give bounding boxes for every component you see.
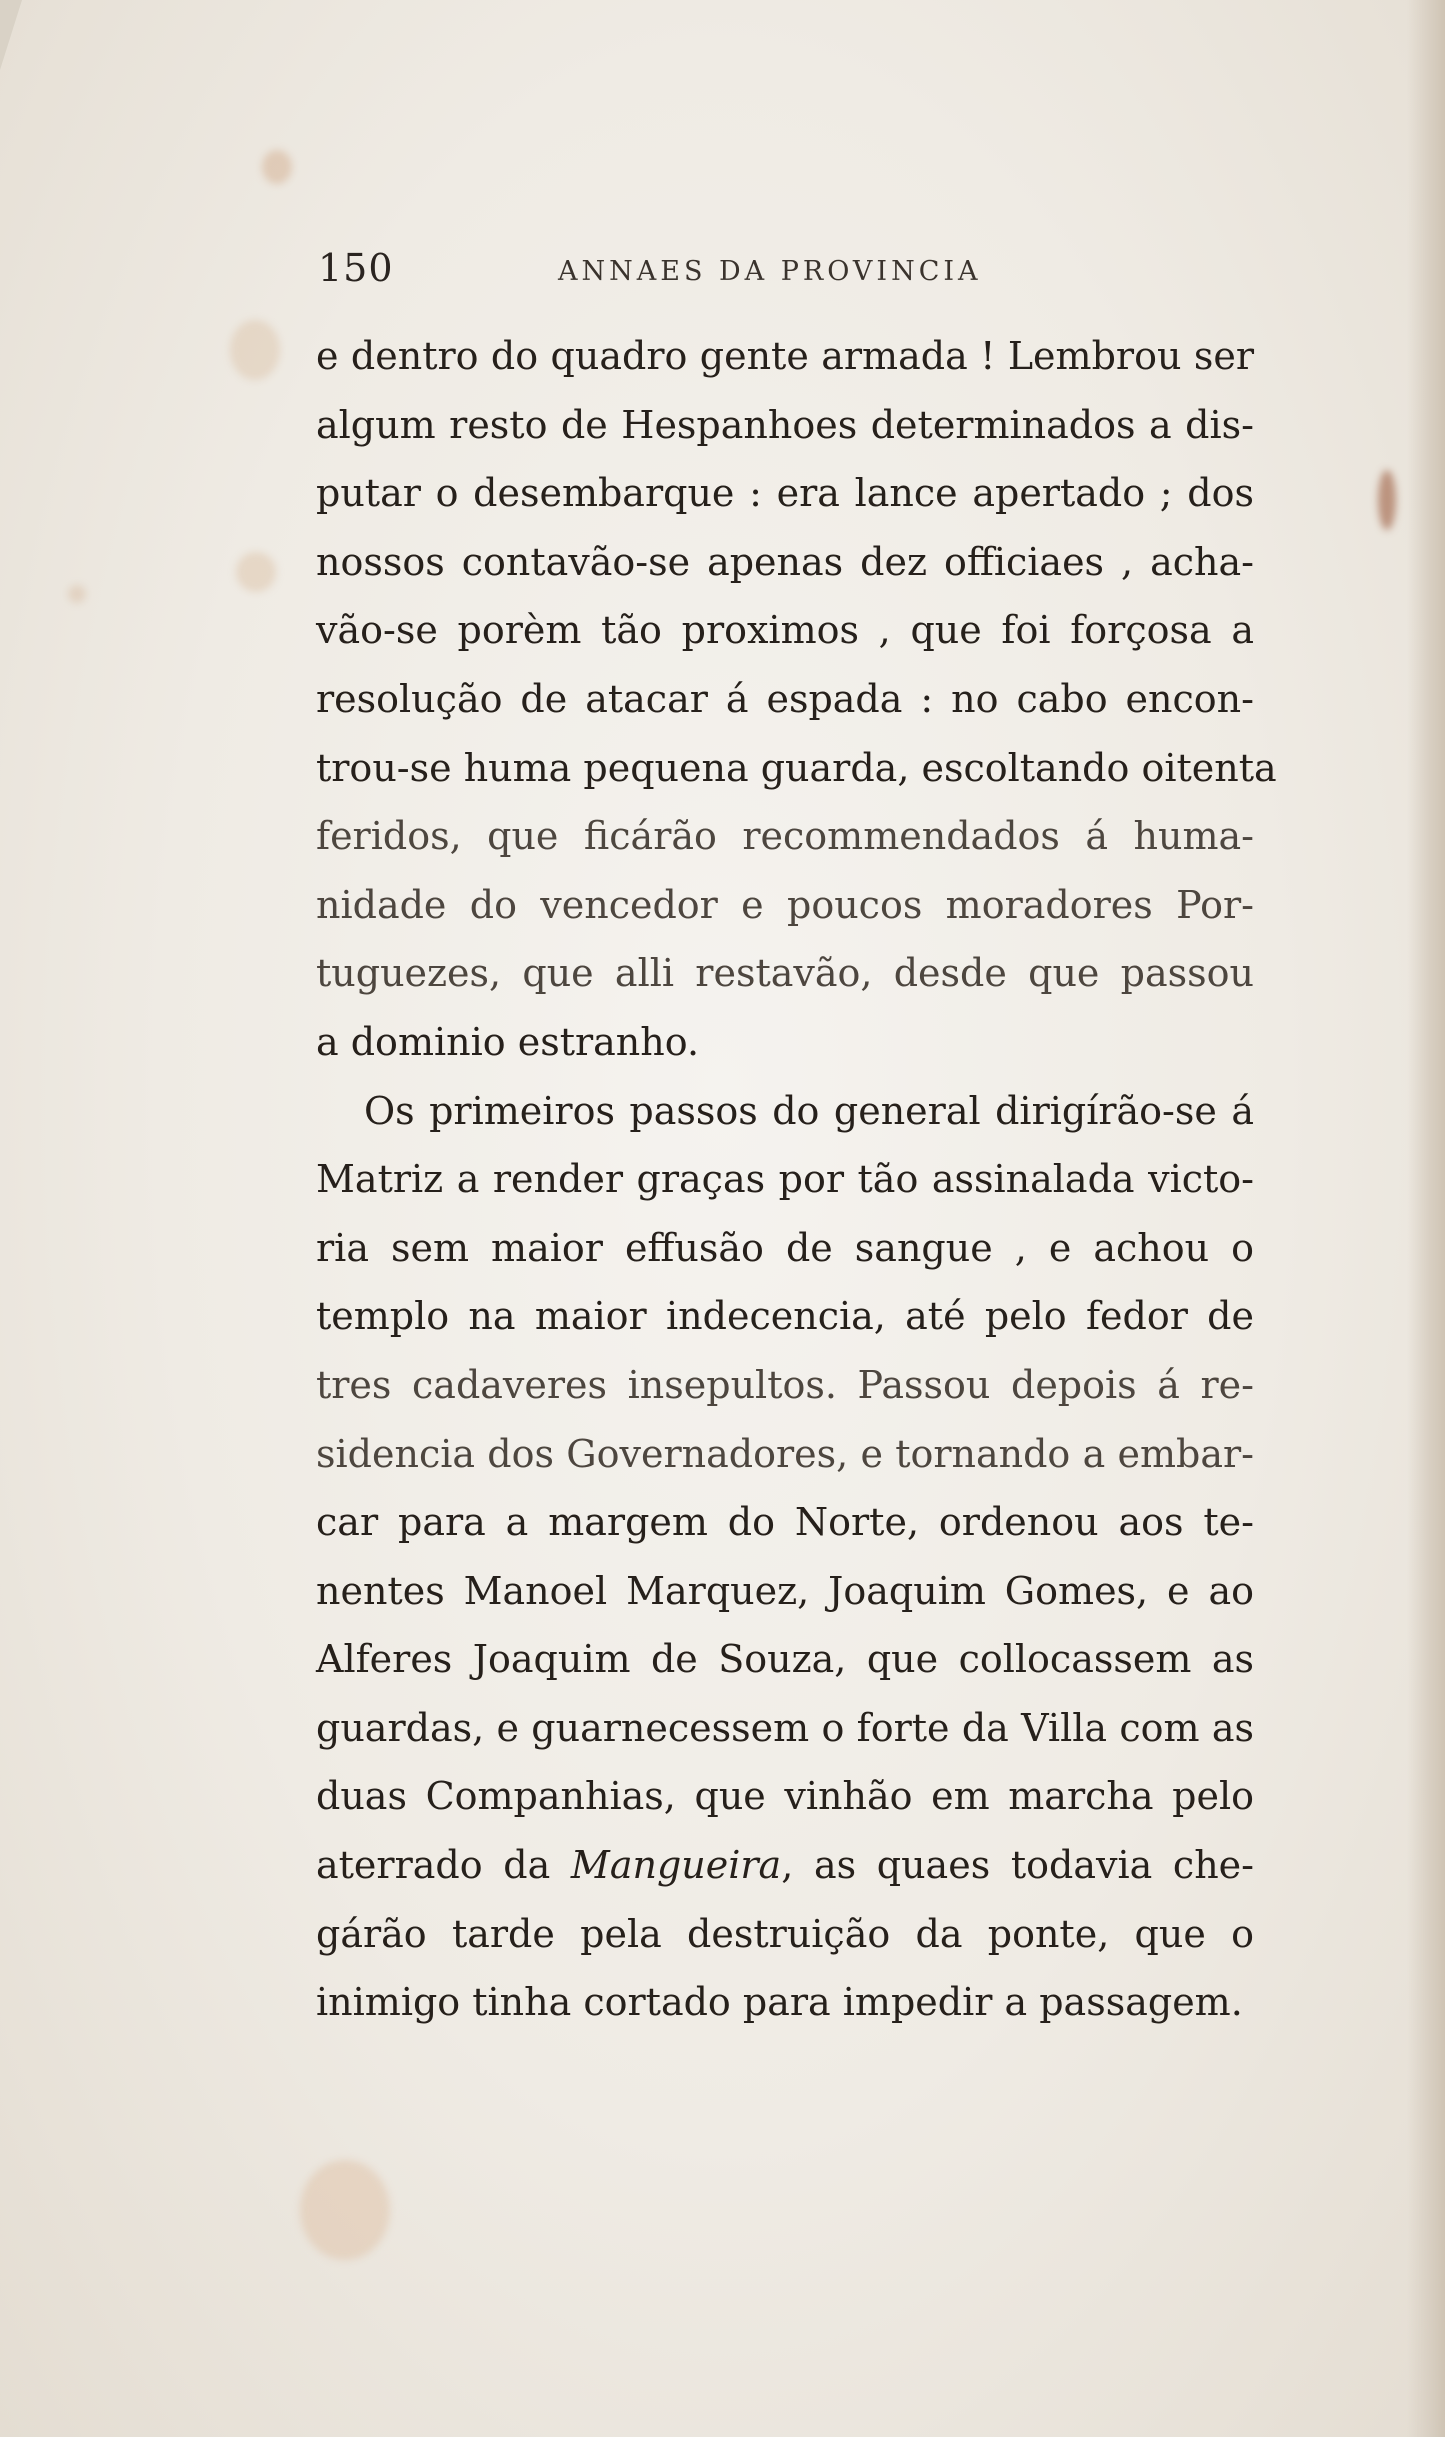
text-line: sidencia dos Governadores, e tornando a embar- [316,1431,1254,1476]
foxing-stain [300,2160,390,2260]
text-line: inimigo tinha cortado para impedir a passagem. [316,1980,1243,2025]
text-line: Matriz a render graças por tão assinalada victo- [316,1157,1254,1202]
foxing-stain [262,150,292,184]
text-line: nentes Manoel Marquez, Joaquim Gomes, e ao [316,1568,1254,1613]
text-fragment: , as quaes todavia che- [781,1843,1255,1888]
foxing-stain [230,320,280,380]
text-line: resolução de atacar á espada : no cabo encon- [316,676,1254,721]
text-line: Os primeiros passos do general dirigírão-se á [364,1088,1254,1133]
page-edge-shadow [1407,0,1445,2437]
text-line: car para a margem do Norte, ordenou aos te- [316,1500,1254,1545]
body-text [316,322,1277,2037]
text-line: duas Companhias, que vinhão em marcha pelo [316,1774,1254,1819]
text-line-with-italic [316,1831,1254,1900]
text-line: templo na maior indecencia, até pelo fedor de [316,1294,1254,1339]
text-line: guardas, e guarnecessem o forte da Villa com as [316,1705,1254,1750]
foxing-stain [68,585,86,603]
text-line: vão-se porèm tão proximos , que foi forçosa a [316,608,1254,653]
text-line: nossos contavão-se apenas dez officiaes , acha- [316,539,1254,584]
text-fragment: aterrado da [316,1843,571,1888]
text-line: gárão tarde pela destruição da ponte, que o [316,1911,1254,1956]
text-line: a dominio estranho. [316,1019,700,1064]
text-line: algum resto de Hespanhoes determinados a dis- [316,402,1254,447]
text-line: ria sem maior effusão de sangue , e achou o [316,1225,1254,1270]
page-number: 150 [318,246,394,290]
text-line: putar o desembarque : era lance apertado ; dos [316,471,1254,516]
foxing-stain [236,552,276,592]
text-line: feridos, que ficárão recommendados á huma- [316,814,1254,859]
text-line: Alferes Joaquim de Souza, que collocassem as [316,1637,1254,1682]
folded-corner [0,0,22,70]
text-line: trou-se huma pequena guarda, escoltando oitenta [316,745,1277,790]
text-line: e dentro do quadro gente armada ! Lembrou ser [316,334,1254,378]
page-header [318,246,1258,296]
foxing-stain [1378,470,1396,530]
text-line: nidade do vencedor e poucos moradores Por- [316,882,1254,927]
text-line: tres cadaveres insepultos. Passou depois á re- [316,1362,1254,1407]
text-line: tuguezes, que alli restavão, desde que passou [316,951,1254,996]
running-title: ANNAES DA PROVINCIA [558,256,982,287]
place-name-italic: Mangueira [570,1843,782,1888]
